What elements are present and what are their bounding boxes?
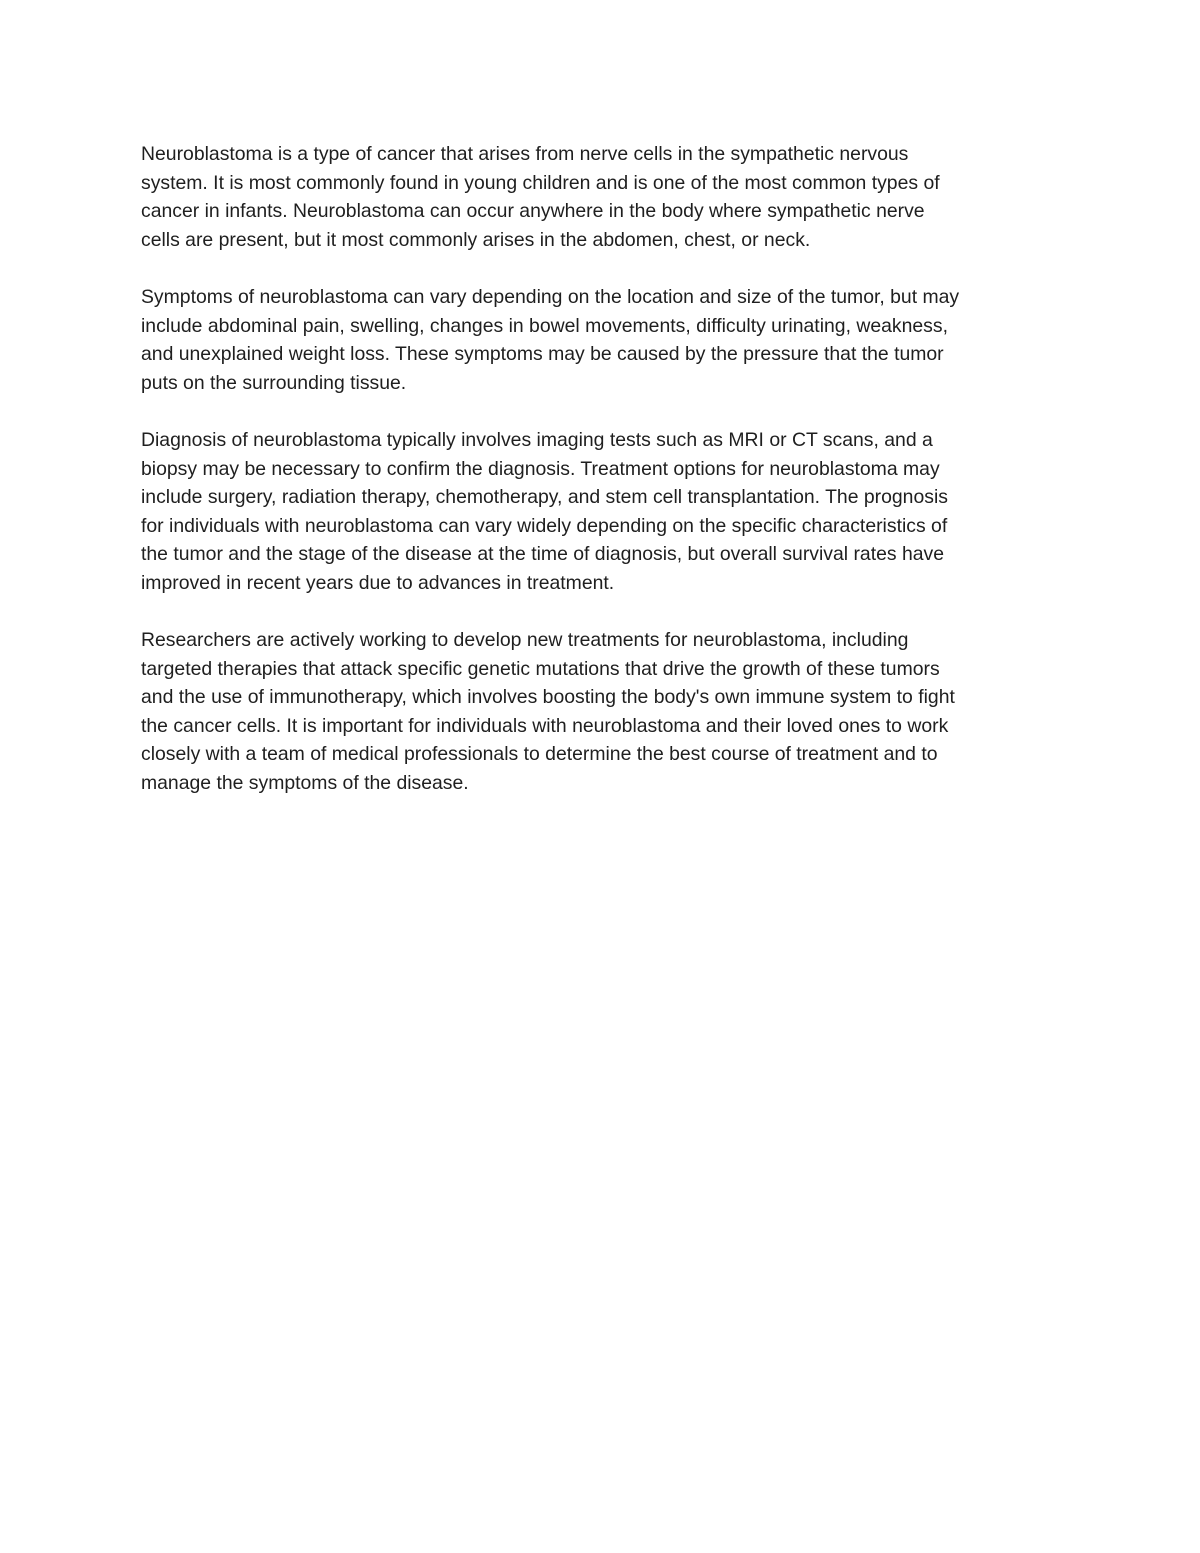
text-line: improved in recent years due to advances in treatment. bbox=[141, 571, 615, 594]
text-line: manage the symptoms of the disease. bbox=[141, 772, 469, 795]
text-line: Symptoms of neuroblastoma can vary depending on the location and size of the tumor, but may bbox=[141, 285, 960, 308]
text-line: and the use of immunotherapy, which involves boosting the body's own immune system to fight bbox=[141, 686, 955, 709]
text-line: for individuals with neuroblastoma can vary widely depending on the specific characteristics of bbox=[141, 514, 948, 537]
text-line: system. It is most commonly found in young children and is one of the most common types of bbox=[141, 171, 940, 194]
text-line: and unexplained weight loss. These symptoms may be caused by the pressure that the tumor bbox=[141, 343, 944, 366]
text-line: biopsy may be necessary to confirm the diagnosis. Treatment options for neuroblastoma may bbox=[141, 457, 940, 480]
text-line: cancer in infants. Neuroblastoma can occur anywhere in the body where sympathetic nerve bbox=[141, 200, 925, 223]
text-line: puts on the surrounding tissue. bbox=[141, 371, 407, 394]
text-line: targeted therapies that attack specific genetic mutations that drive the growth of these tumors bbox=[141, 657, 940, 680]
paragraph-1 bbox=[141, 140, 1071, 254]
text-line: the tumor and the stage of the disease at the time of diagnosis, but overall survival rates have bbox=[141, 543, 945, 566]
text-line: cells are present, but it most commonly arises in the abdomen, chest, or neck. bbox=[141, 228, 811, 251]
paragraph-4 bbox=[141, 626, 1071, 798]
text-line: Researchers are actively working to develop new treatments for neuroblastoma, including bbox=[141, 629, 909, 652]
text-line: closely with a team of medical professionals to determine the best course of treatment and to bbox=[141, 743, 938, 766]
text-line: Neuroblastoma is a type of cancer that arises from nerve cells in the sympathetic nervous bbox=[141, 143, 909, 165]
text-line: the cancer cells. It is important for individuals with neuroblastoma and their loved ones to work bbox=[141, 714, 949, 737]
document-body bbox=[141, 140, 1071, 826]
paragraph-3 bbox=[141, 426, 1071, 598]
text-line: Diagnosis of neuroblastoma typically involves imaging tests such as MRI or CT scans, and a bbox=[141, 428, 933, 451]
text-line: include abdominal pain, swelling, changes in bowel movements, difficulty urinating, weakness, bbox=[141, 314, 948, 337]
text-line: include surgery, radiation therapy, chemotherapy, and stem cell transplantation. The prognosis bbox=[141, 486, 948, 509]
paragraph-2 bbox=[141, 283, 1071, 397]
